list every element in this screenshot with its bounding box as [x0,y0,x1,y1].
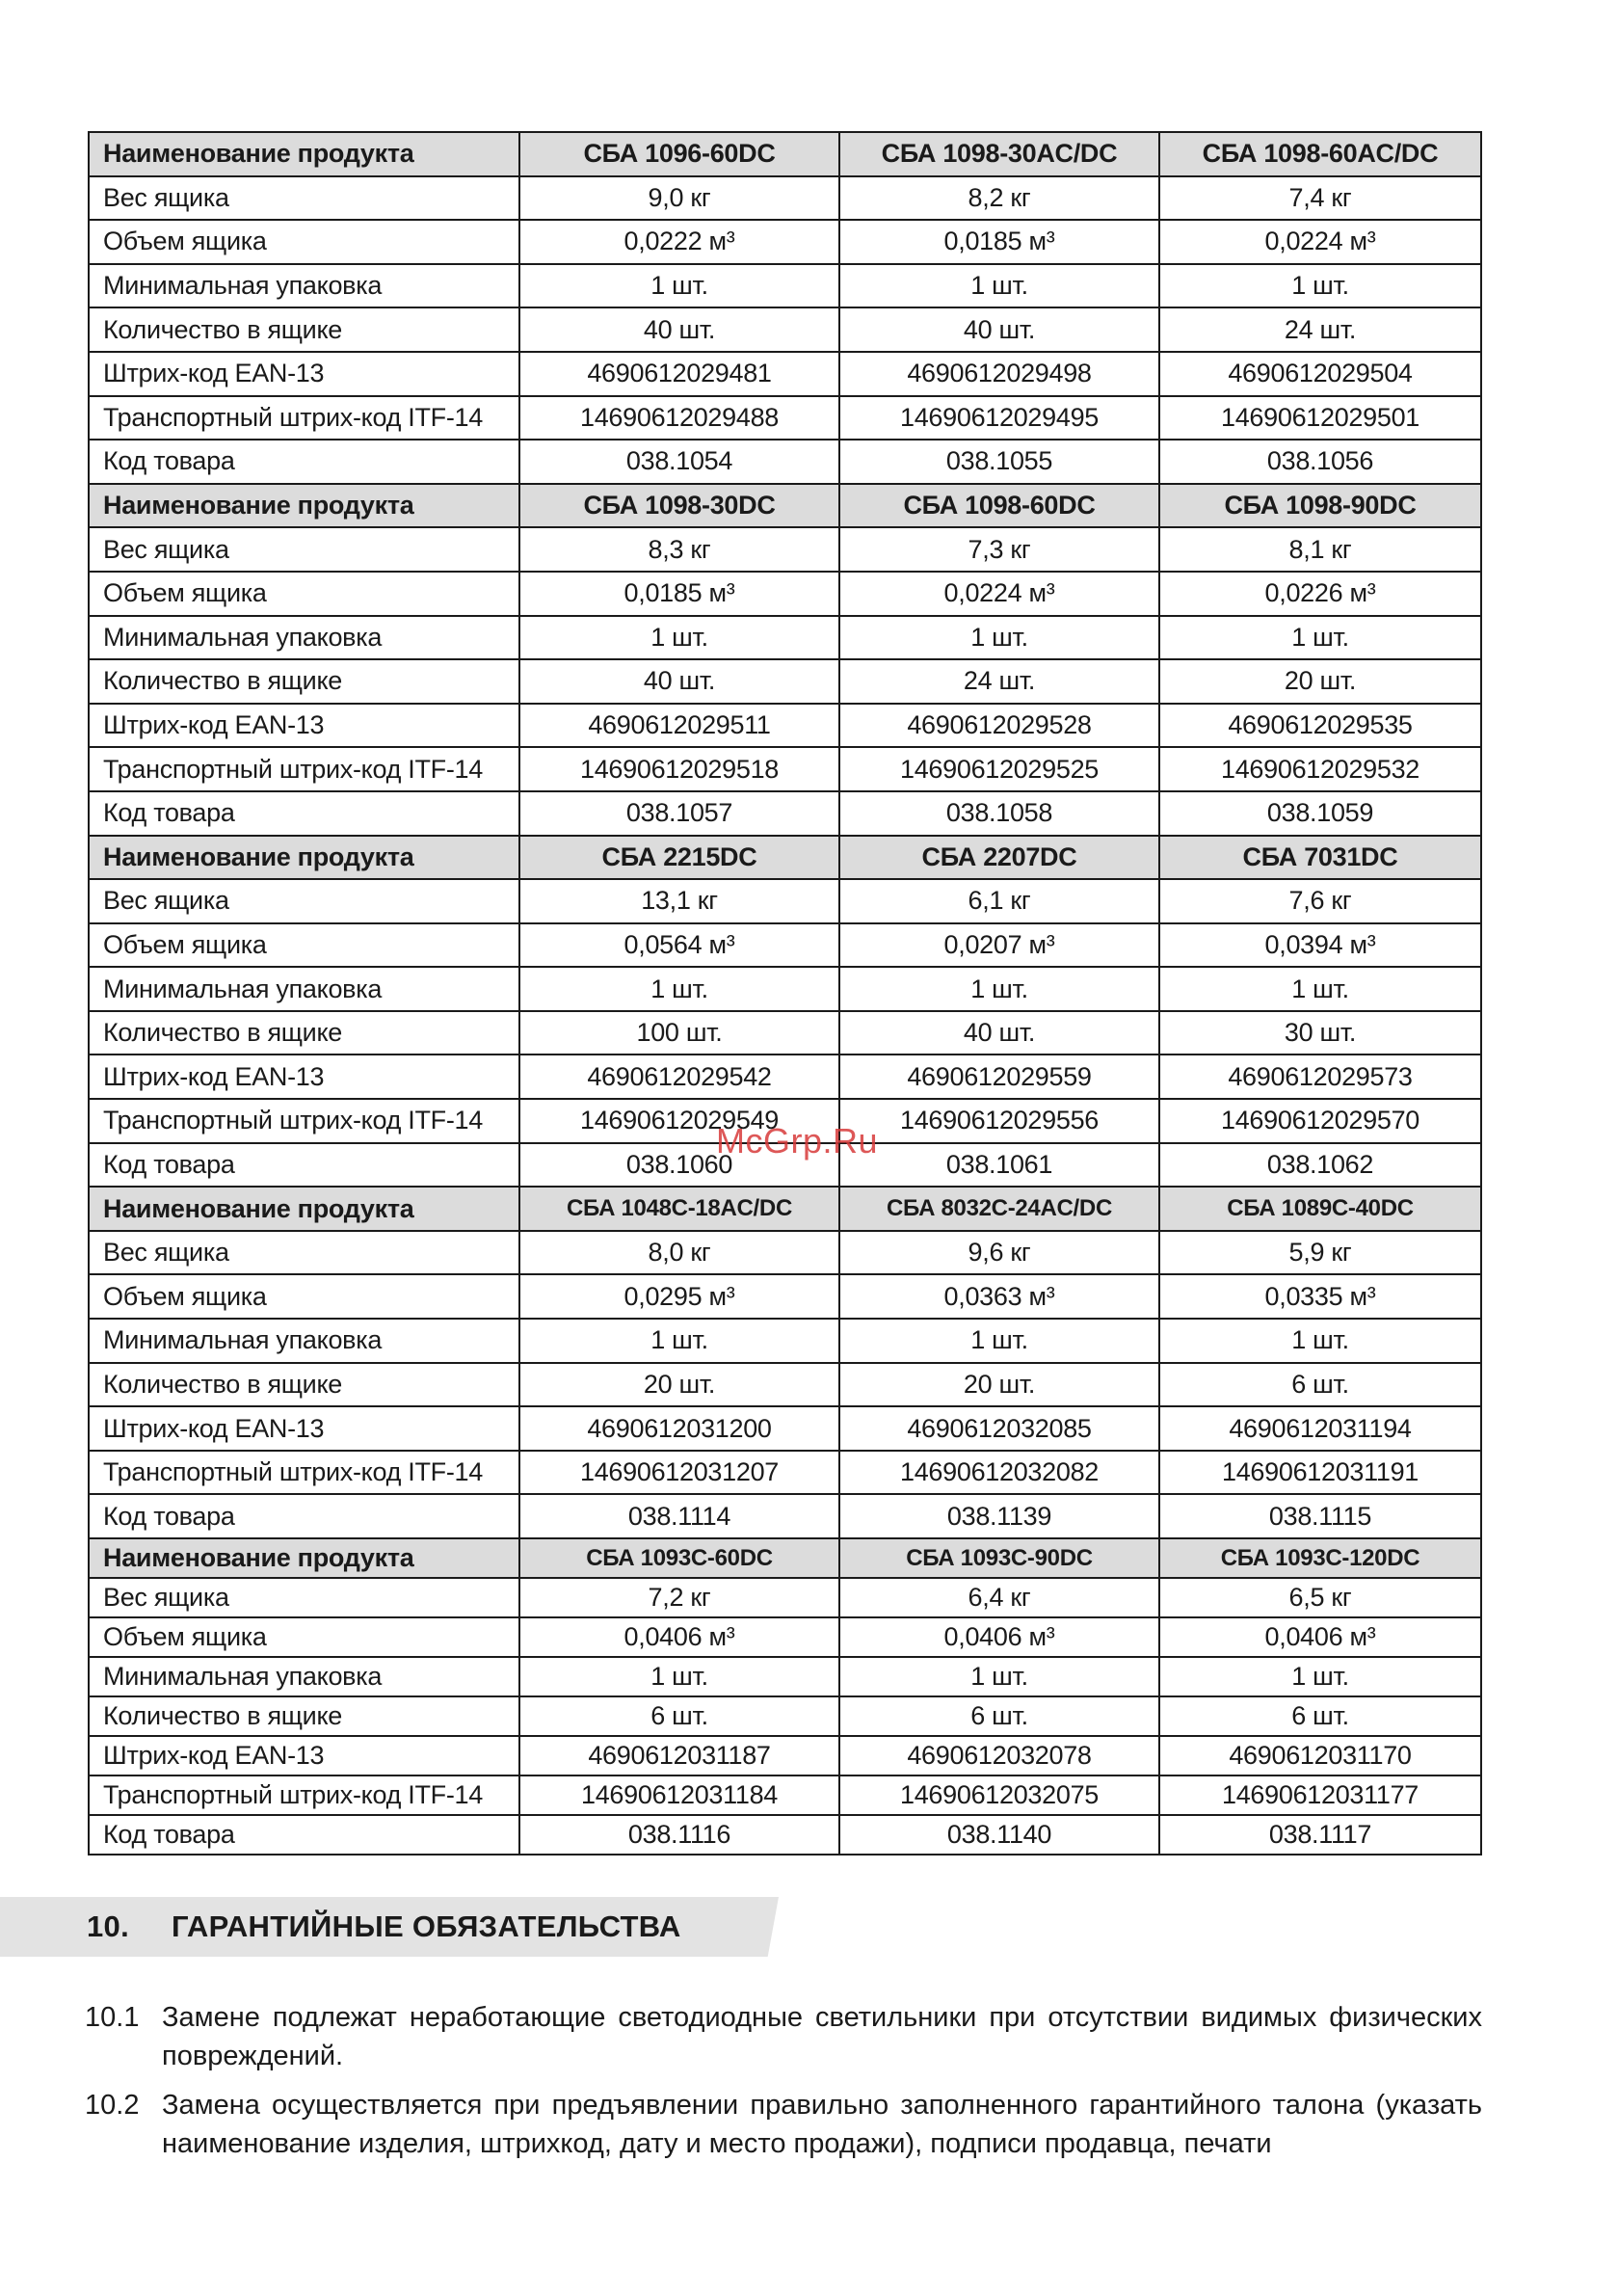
product-name-cell: СБА 1048С-18AC/DC [519,1187,839,1231]
product-name-cell: СБА 1093С-60DC [519,1538,839,1578]
value-cell: 8,3 кг [519,527,839,572]
value-cell: 0,0564 м³ [519,923,839,968]
table-row [89,1231,1481,1275]
value-cell: 14690612032082 [839,1451,1159,1495]
table-row [89,1657,1481,1696]
value-cell: 4690612031194 [1159,1406,1481,1451]
row-label: Объем ящика [89,1617,519,1657]
table-row [89,704,1481,748]
table-row [89,1011,1481,1055]
table-row [89,1578,1481,1617]
value-cell: 9,0 кг [519,176,839,221]
table-row [89,264,1481,308]
row-label: Количество в ящике [89,307,519,352]
table-row [89,352,1481,396]
row-label: Штрих-код EAN-13 [89,1406,519,1451]
product-name-cell: СБА 1098-30DC [519,484,839,528]
value-cell: 4690612029511 [519,704,839,748]
value-cell: 8,2 кг [839,176,1159,221]
value-cell: 0,0207 м³ [839,923,1159,968]
table-row [89,1451,1481,1495]
table-row [89,1274,1481,1319]
value-cell: 4690612029542 [519,1055,839,1099]
value-cell: 038.1055 [839,440,1159,484]
value-cell: 0,0363 м³ [839,1274,1159,1319]
value-cell: 14690612029495 [839,396,1159,441]
row-label: Вес ящика [89,1231,519,1275]
value-cell: 40 шт. [519,307,839,352]
table-row [89,176,1481,221]
value-cell: 038.1060 [519,1143,839,1188]
value-cell: 038.1056 [1159,440,1481,484]
value-cell: 1 шт. [839,1657,1159,1696]
value-cell: 1 шт. [519,967,839,1011]
value-cell: 038.1116 [519,1815,839,1855]
value-cell: 0,0394 м³ [1159,923,1481,968]
value-cell: 1 шт. [839,1319,1159,1363]
value-cell: 20 шт. [839,1363,1159,1407]
product-group-5 [89,1538,1481,1855]
product-name-cell: СБА 1098-90DC [1159,484,1481,528]
row-label: Вес ящика [89,527,519,572]
product-name-cell: СБА 2215DC [519,836,839,880]
row-label: Код товара [89,440,519,484]
value-cell: 1 шт. [519,1657,839,1696]
table-header-row [89,132,1481,176]
value-cell: 038.1059 [1159,791,1481,836]
table-row [89,1775,1481,1815]
value-cell: 20 шт. [1159,659,1481,704]
product-group-2 [89,484,1481,836]
value-cell: 5,9 кг [1159,1231,1481,1275]
value-cell: 40 шт. [839,307,1159,352]
value-cell: 6 шт. [1159,1363,1481,1407]
row-label: Минимальная упаковка [89,1657,519,1696]
row-label: Количество в ящике [89,1696,519,1736]
value-cell: 14690612029525 [839,747,1159,791]
product-name-cell: СБА 1098-30AC/DC [839,132,1159,176]
row-label: Код товара [89,1815,519,1855]
row-label: Минимальная упаковка [89,616,519,660]
value-cell: 038.1061 [839,1143,1159,1188]
row-label: Вес ящика [89,176,519,221]
value-cell: 1 шт. [839,967,1159,1011]
paragraph-10-1 [85,1998,1482,2075]
value-cell: 038.1054 [519,440,839,484]
table-row [89,307,1481,352]
value-cell: 13,1 кг [519,879,839,923]
value-cell: 14690612029488 [519,396,839,441]
row-label: Объем ящика [89,572,519,616]
table-header-row [89,836,1481,880]
value-cell: 1 шт. [1159,1657,1481,1696]
value-cell: 038.1058 [839,791,1159,836]
value-cell: 20 шт. [519,1363,839,1407]
value-cell: 038.1139 [839,1494,1159,1538]
value-cell: 4690612032078 [839,1736,1159,1775]
value-cell: 0,0406 м³ [519,1617,839,1657]
value-cell: 4690612031187 [519,1736,839,1775]
value-cell: 40 шт. [519,659,839,704]
row-label: Вес ящика [89,879,519,923]
table-row [89,791,1481,836]
table-row [89,527,1481,572]
row-label: Количество в ящике [89,1011,519,1055]
value-cell: 0,0226 м³ [1159,572,1481,616]
value-cell: 7,2 кг [519,1578,839,1617]
table-row [89,616,1481,660]
value-cell: 6 шт. [519,1696,839,1736]
row-label: Минимальная упаковка [89,967,519,1011]
product-group-4 [89,1187,1481,1538]
header-label: Наименование продукта [89,132,519,176]
value-cell: 038.1140 [839,1815,1159,1855]
value-cell: 0,0224 м³ [839,572,1159,616]
value-cell: 40 шт. [839,1011,1159,1055]
paragraph-text: Замена осуществляется при предъявлении правильно заполненного гарантийного талона (указать наименование изделия, штрихкод, дату и место продажи), подписи продавца, печати [162,2090,1482,2159]
value-cell: 1 шт. [519,1319,839,1363]
value-cell: 6 шт. [839,1696,1159,1736]
table-row [89,1319,1481,1363]
watermark: McGrp.Ru [716,1121,879,1161]
table-row [89,1363,1481,1407]
table-row [89,572,1481,616]
table-row [89,220,1481,264]
table-row [89,1815,1481,1855]
row-label: Количество в ящике [89,1363,519,1407]
product-name-cell: СБА 2207DC [839,836,1159,880]
value-cell: 14690612031184 [519,1775,839,1815]
value-cell: 4690612029481 [519,352,839,396]
row-label: Транспортный штрих-код ITF-14 [89,1099,519,1143]
value-cell: 24 шт. [1159,307,1481,352]
value-cell: 0,0295 м³ [519,1274,839,1319]
table-row [89,659,1481,704]
table-row [89,1406,1481,1451]
row-label: Минимальная упаковка [89,264,519,308]
product-name-cell: СБА 1093С-120DC [1159,1538,1481,1578]
specs-table [88,131,1482,1855]
product-name-cell: СБА 1096-60DC [519,132,839,176]
product-name-cell: СБА 1098-60DC [839,484,1159,528]
table-row [89,440,1481,484]
table-row [89,1736,1481,1775]
product-group-1 [89,132,1481,484]
row-label: Объем ящика [89,1274,519,1319]
value-cell: 14690612029501 [1159,396,1481,441]
value-cell: 4690612032085 [839,1406,1159,1451]
table-header-row [89,1187,1481,1231]
value-cell: 7,3 кг [839,527,1159,572]
row-label: Штрих-код EAN-13 [89,704,519,748]
value-cell: 14690612029549 [519,1099,839,1143]
value-cell: 14690612029532 [1159,747,1481,791]
value-cell: 0,0335 м³ [1159,1274,1481,1319]
value-cell: 14690612031191 [1159,1451,1481,1495]
product-name-cell: СБА 1098-60AC/DC [1159,132,1481,176]
paragraph-10-2 [85,2086,1482,2163]
value-cell: 1 шт. [1159,967,1481,1011]
value-cell: 4690612029498 [839,352,1159,396]
table-row [89,879,1481,923]
value-cell: 0,0222 м³ [519,220,839,264]
header-label: Наименование продукта [89,1538,519,1578]
value-cell: 9,6 кг [839,1231,1159,1275]
value-cell: 6,4 кг [839,1578,1159,1617]
value-cell: 14690612031207 [519,1451,839,1495]
value-cell: 1 шт. [519,616,839,660]
value-cell: 14690612029570 [1159,1099,1481,1143]
table-row [89,923,1481,968]
table-header-row [89,484,1481,528]
value-cell: 4690612029528 [839,704,1159,748]
value-cell: 4690612031200 [519,1406,839,1451]
value-cell: 4690612029535 [1159,704,1481,748]
section-heading: ГАРАНТИЙНЫЕ ОБЯЗАТЕЛЬСТВА [172,1909,681,1943]
row-label: Код товара [89,1143,519,1188]
header-label: Наименование продукта [89,836,519,880]
row-label: Вес ящика [89,1578,519,1617]
value-cell: 6,1 кг [839,879,1159,923]
row-label: Количество в ящике [89,659,519,704]
value-cell: 6,5 кг [1159,1578,1481,1617]
value-cell: 038.1114 [519,1494,839,1538]
value-cell: 8,0 кг [519,1231,839,1275]
value-cell: 038.1057 [519,791,839,836]
value-cell: 14690612029518 [519,747,839,791]
table-row [89,747,1481,791]
table-row [89,396,1481,441]
table-row [89,967,1481,1011]
value-cell: 4690612029559 [839,1055,1159,1099]
value-cell: 1 шт. [839,616,1159,660]
value-cell: 0,0185 м³ [519,572,839,616]
paragraph-number: 10.1 [85,2002,140,2033]
row-label: Транспортный штрих-код ITF-14 [89,1775,519,1815]
row-label: Код товара [89,791,519,836]
value-cell: 0,0406 м³ [1159,1617,1481,1657]
paragraph-number: 10.2 [85,2090,140,2121]
value-cell: 24 шт. [839,659,1159,704]
table-row [89,1696,1481,1736]
value-cell: 1 шт. [1159,1319,1481,1363]
table-row [89,1494,1481,1538]
value-cell: 7,6 кг [1159,879,1481,923]
row-label: Штрих-код EAN-13 [89,1736,519,1775]
value-cell: 14690612029556 [839,1099,1159,1143]
header-label: Наименование продукта [89,484,519,528]
row-label: Штрих-код EAN-13 [89,352,519,396]
row-label: Объем ящика [89,220,519,264]
value-cell: 8,1 кг [1159,527,1481,572]
specs-table-container [88,131,1480,1855]
value-cell: 1 шт. [1159,264,1481,308]
paragraph-text: Замене подлежат неработающие светодиодные светильники при отсутствии видимых физических повреждений. [162,2002,1482,2071]
section-number: 10. [87,1909,129,1943]
row-label: Транспортный штрих-код ITF-14 [89,396,519,441]
product-name-cell: СБА 1093С-90DC [839,1538,1159,1578]
product-name-cell: СБА 1089С-40DC [1159,1187,1481,1231]
value-cell: 1 шт. [519,264,839,308]
value-cell: 4690612029504 [1159,352,1481,396]
product-name-cell: СБА 8032С-24AC/DC [839,1187,1159,1231]
value-cell: 0,0224 м³ [1159,220,1481,264]
value-cell: 4690612029573 [1159,1055,1481,1099]
row-label: Штрих-код EAN-13 [89,1055,519,1099]
value-cell: 7,4 кг [1159,176,1481,221]
row-label: Объем ящика [89,923,519,968]
value-cell: 0,0406 м³ [839,1617,1159,1657]
value-cell: 038.1115 [1159,1494,1481,1538]
row-label: Транспортный штрих-код ITF-14 [89,1451,519,1495]
table-row [89,1055,1481,1099]
value-cell: 1 шт. [839,264,1159,308]
value-cell: 1 шт. [1159,616,1481,660]
value-cell: 14690612031177 [1159,1775,1481,1815]
value-cell: 038.1117 [1159,1815,1481,1855]
value-cell: 4690612031170 [1159,1736,1481,1775]
value-cell: 038.1062 [1159,1143,1481,1188]
section-title [87,1897,681,1957]
table-header-row [89,1538,1481,1578]
value-cell: 0,0185 м³ [839,220,1159,264]
row-label: Транспортный штрих-код ITF-14 [89,747,519,791]
value-cell: 30 шт. [1159,1011,1481,1055]
table-row [89,1617,1481,1657]
value-cell: 100 шт. [519,1011,839,1055]
row-label: Минимальная упаковка [89,1319,519,1363]
product-name-cell: СБА 7031DC [1159,836,1481,880]
header-label: Наименование продукта [89,1187,519,1231]
value-cell: 14690612032075 [839,1775,1159,1815]
row-label: Код товара [89,1494,519,1538]
value-cell: 6 шт. [1159,1696,1481,1736]
